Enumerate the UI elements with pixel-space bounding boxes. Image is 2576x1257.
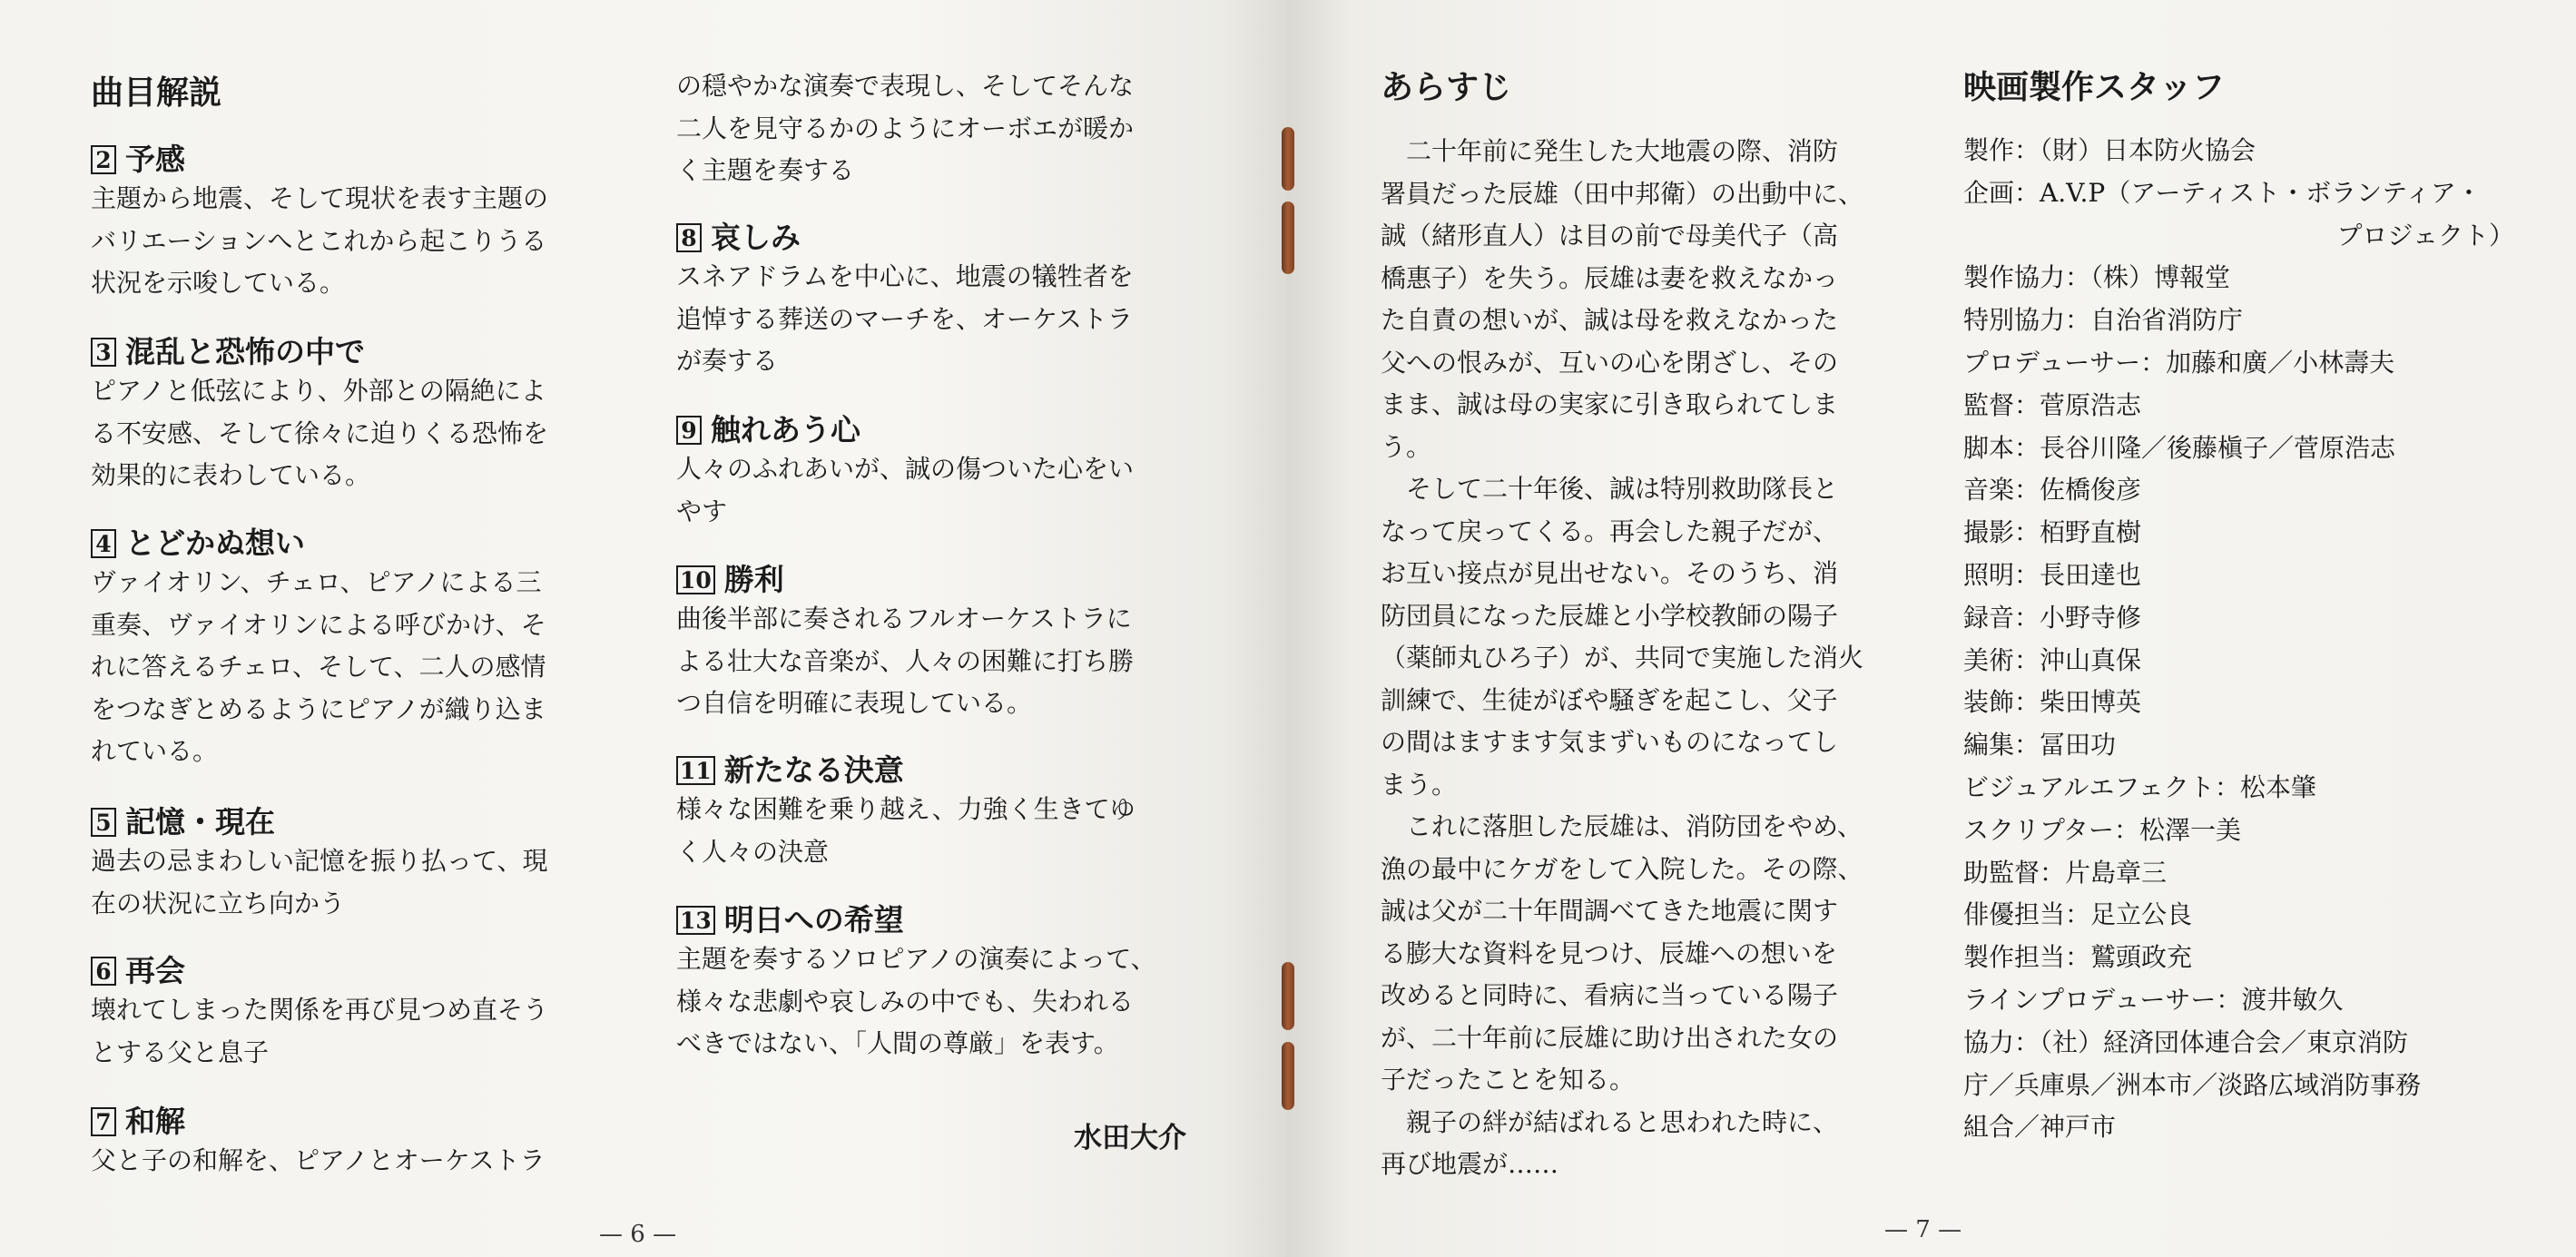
page-number-6: — 6 — [599,1221,677,1248]
staff-credit-line: スクリプター：松澤一美 [1963,814,2242,845]
track-description-13 [676,938,1156,1066]
staff-credit-line: 録音：小野寺修 [1963,602,2142,633]
synopsis-line: 訓練で、生徒がぼや騒ぎを起こし、父子 [1381,684,1838,715]
synopsis-heading: あらすじ [1381,68,1512,106]
track-title-text: 哀しみ [711,220,801,255]
track-title-text: 明日への希望 [723,902,904,938]
description-line: く主題を奏する [676,155,855,185]
description-line: ピアノと低弦により、外部との隔絶によ [91,376,546,406]
staff-credit-line: 撮影：栢野直樹 [1963,517,2142,548]
track-description-5 [91,840,547,925]
staff-credit-line: 特別協力：自治省消防庁 [1963,305,2244,336]
description-line: 人々のふれあいが、誠の傷ついた心をい [676,454,1135,484]
track-title-6 [91,951,185,991]
track-description-10 [676,598,1134,725]
description-line: バリエーションへとこれから起こりうる [91,225,547,256]
description-line: れに答えるチェロ、そして、二人の感情 [91,652,546,682]
track-title-text: 混乱と恐怖の中で [125,334,365,369]
description-line: が奏する [676,346,779,376]
track-description-7-continued [676,65,1134,192]
track-number-box: 8 [676,223,702,252]
staple-bottom-upper [1282,962,1294,1030]
staff-credit-line: 照明：長田達也 [1963,559,2142,590]
track-title-text: 予感 [125,142,185,177]
staff-credit-line: 俳優担当：足立公良 [1963,899,2193,930]
track-description-2 [91,178,548,305]
staff-credit-line: 企画：A.V.P（アーティスト・ボランティア・ [1963,177,2482,208]
track-title-text: 再会 [125,953,185,988]
description-line: 効果的に表わしている。 [91,460,371,490]
staff-credit-line: 助監督：片島章三 [1963,857,2168,888]
description-line: をつなぎとめるようにピアノが織り込ま [91,693,546,724]
staff-credit-line: 組合／神戸市 [1963,1112,2117,1143]
track-title-5 [91,802,275,842]
track-title-3 [91,332,365,372]
track-title-8 [676,218,801,258]
staff-credit-line: 音楽：佐橋俊彦 [1963,475,2142,506]
author-name: 水田大介 [1074,1122,1186,1154]
track-title-text: 勝利 [723,562,784,597]
staff-credit-line: 庁／兵庫県／洲本市／淡路広域消防事務 [1963,1069,2422,1100]
description-line: スネアドラムを中心に、地震の犠牲者を [676,261,1134,291]
description-line: 主題を奏するソロピアノの演奏によって、 [676,944,1156,974]
track-description-7 [91,1140,546,1183]
synopsis-line: う。 [1381,431,1432,462]
staff-credit-line: 協力：（社）経済団体連合会／東京消防 [1963,1026,2409,1057]
description-line: 重奏、ヴァイオリンによる呼びかけ、そ [91,609,546,640]
staff-credit-line: 編集：冨田功 [1963,730,2117,761]
staff-heading: 映画製作スタッフ [1963,68,2226,106]
description-line: く人々の決意 [676,836,830,867]
staff-credit-line: 装飾：柴田博英 [1963,687,2142,718]
description-line: 二人を見守るかのようにオーボエが暖か [676,113,1135,143]
synopsis-line: た自責の想いが、誠は母を救えなかった [1381,305,1839,335]
synopsis-line: なって戻ってくる。再会した親子だが、 [1381,516,1839,546]
synopsis-line: 防団員になった辰雄と小学校教師の陽子 [1381,600,1839,631]
description-line: 追悼する葬送のマーチを、オーケストラ [676,303,1133,334]
description-line: 状況を示唆している。 [91,268,346,298]
synopsis-line: まま、誠は母の実家に引き取られてしま [1381,389,1839,419]
synopsis-line: 橋惠子）を失う。辰雄は妻を救えなかっ [1381,262,1839,293]
track-number-box: 3 [91,338,116,367]
track-title-7 [91,1102,185,1142]
synopsis-line: る膨大な資料を見つけ、辰雄への想いを [1381,938,1837,968]
description-line: 主題から地震、そして現状を表す主題の [91,183,549,213]
track-notes-heading: 曲目解説 [91,74,222,112]
staff-credit-line: プロジェクト） [2336,220,2514,250]
track-description-8 [676,256,1134,383]
track-title-text: 記憶・現在 [125,804,275,840]
description-line: れている。 [91,736,219,766]
synopsis-line: 改めると同時に、看病に当っている陽子 [1381,980,1839,1010]
track-description-9 [676,448,1134,533]
track-title-text: 和解 [125,1104,185,1139]
synopsis-line: 署員だった辰雄（田中邦衛）の出動中に、 [1381,178,1864,209]
staple-bottom-lower [1282,1042,1294,1110]
staff-list [1963,130,2522,1149]
track-title-text: 触れあう心 [711,412,860,447]
staff-credit-line: 製作協力：（株）博報堂 [1963,262,2231,293]
track-number-box: 10 [676,565,715,594]
page-number-7: — 7 — [1884,1216,1962,1243]
description-line: つ自信を明確に表現している。 [676,688,1033,718]
description-line: 壊れてしまった関係を再び見つめ直そう [91,995,549,1025]
staff-credit-line: ビジュアルエフェクト：松本肇 [1963,771,2316,802]
description-line: る不安感、そして徐々に迫りくる恐怖を [91,417,549,448]
track-description-11 [676,789,1136,873]
right-page [1287,0,2576,1257]
track-number-box: 5 [91,808,116,837]
staff-credit-line: 脚本：長谷川隆／後藤槇子／菅原浩志 [1963,432,2396,463]
left-page [0,0,1287,1257]
track-number-box: 13 [676,906,715,935]
track-title-4 [91,524,305,564]
synopsis-line: まう。 [1381,769,1458,800]
synopsis-line: （薬師丸ひろ子）が、共同で実施した消火 [1381,643,1864,673]
synopsis-line: 漁の最中にケガをして入院した。その際、 [1381,853,1863,884]
description-line: の穏やかな演奏で表現し、そしてそんな [676,71,1135,101]
staff-credit-line: 美術：沖山真保 [1963,644,2142,675]
staple-top-lower [1282,201,1294,274]
synopsis-line: 子だったことを知る。 [1381,1065,1636,1095]
track-title-9 [676,410,860,450]
staff-credit-line: 製作：（財）日本防火協会 [1963,135,2256,165]
track-title-2 [91,140,185,180]
track-number-box: 11 [676,756,715,785]
synopsis-line: 親子の絆が結ばれると思われた時に、 [1381,1106,1839,1137]
staple-top-upper [1282,127,1294,191]
track-description-3 [91,370,548,497]
staff-credit-line: 製作担当：鷲頭政充 [1963,942,2193,973]
staff-credit-line: ラインプロデューサー：渡井敏久 [1963,984,2344,1015]
synopsis-line: の間はますます気まずいものになってし [1381,727,1839,757]
description-line: 様々な困難を乗り越え、力強く生きてゆ [676,794,1136,824]
synopsis-line: そして二十年後、誠は特別救助隊長と [1381,474,1839,504]
track-title-text: とどかぬ想い [125,525,305,561]
description-line: 在の状況に立ち向かう [91,888,346,918]
track-title-11 [676,751,904,791]
synopsis-line: 誠（緒形直人）は目の前で母美代子（高 [1381,221,1839,250]
staff-credit-line: 監督：菅原浩志 [1963,389,2142,420]
synopsis-line: これに落胆した辰雄は、消防団をやめ、 [1381,811,1863,841]
track-number-box: 6 [91,957,116,986]
synopsis-line: が、二十年前に辰雄に助け出された女の [1381,1022,1839,1053]
track-number-box: 4 [91,529,116,558]
synopsis-line: 父への恨みが、互いの心を閉ざし、その [1381,347,1839,378]
track-number-box: 2 [91,145,116,174]
track-title-10 [676,560,784,600]
synopsis-line: 二十年前に発生した大地震の際、消防 [1381,136,1839,166]
synopsis-line: 誠は父が二十年間調べてきた地震に関す [1381,896,1839,926]
track-number-box: 9 [676,416,702,445]
description-line: 曲後半部に奏されるフルオーケストラに [676,604,1132,633]
synopsis-line: お互い接点が見出せない。そのうち、消 [1381,558,1839,588]
track-description-4 [91,562,546,773]
track-number-box: 7 [91,1107,116,1136]
synopsis-line: 再び地震が…… [1381,1149,1559,1179]
description-line: ヴァイオリン、チェロ、ピアノによる三 [91,567,542,597]
track-title-text: 新たなる決意 [723,752,904,788]
track-title-13 [676,900,904,940]
description-line: よる壮大な音楽が、人々の困難に打ち勝 [676,645,1135,676]
track-description-6 [91,989,548,1074]
description-line: 父と子の和解を、ピアノとオーケストラ [91,1145,546,1175]
description-line: とする父と息子 [91,1036,270,1067]
staff-credit-line: プロデューサー：加藤和廣／小林壽夫 [1963,347,2395,378]
description-line: 過去の忌まわしい記憶を振り払って、現 [91,846,548,876]
description-line: やす [676,496,728,526]
description-line: 様々な悲劇や哀しみの中でも、失われる [676,986,1135,1016]
synopsis-text [1381,131,1863,1186]
description-line: べきではない、「人間の尊厳」を表す。 [676,1028,1119,1058]
